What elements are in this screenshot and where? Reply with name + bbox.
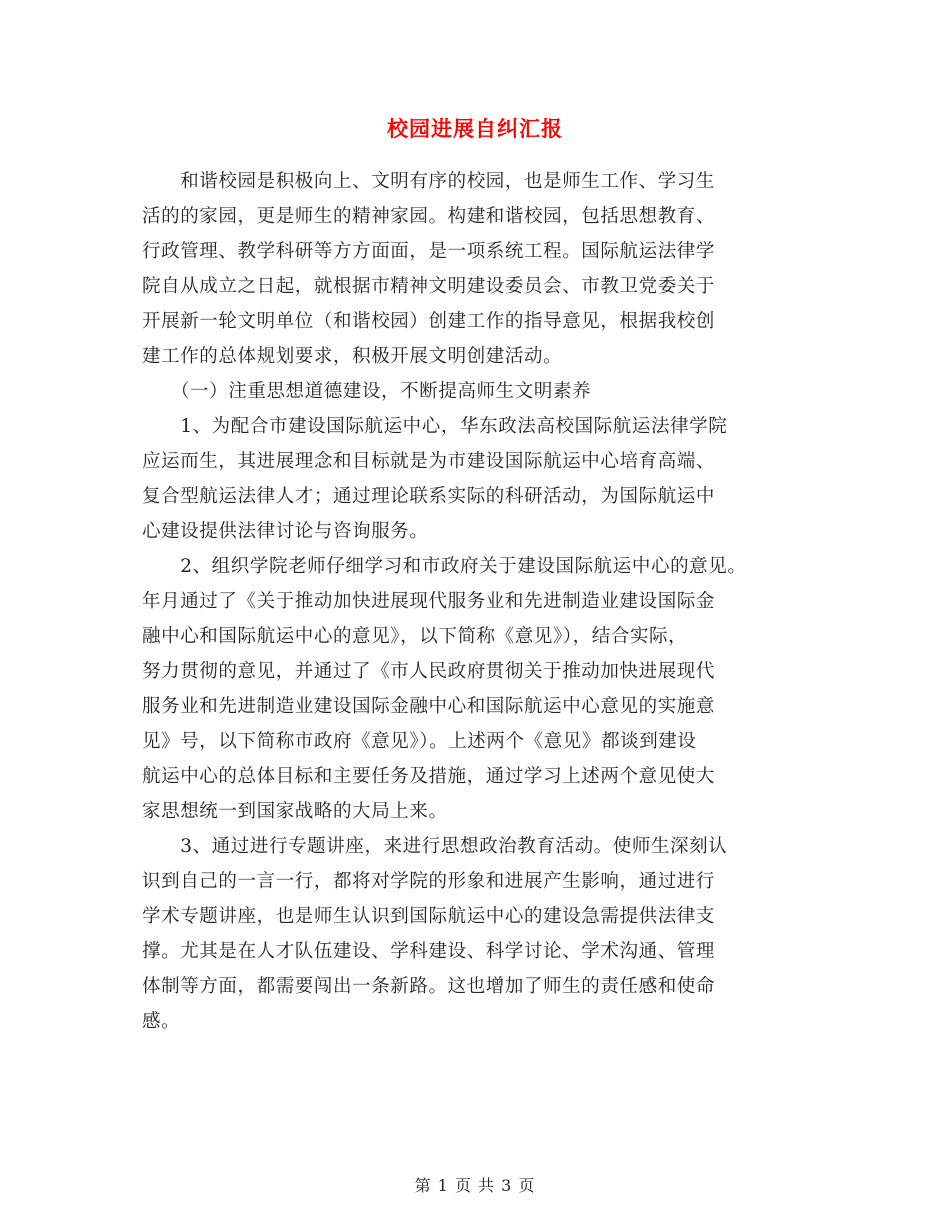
- body-text-line: 服务业和先进制造业建设国际金融中心和国际航运中心意见的实施意: [142, 696, 716, 717]
- body-text-line: 开展新一轮文明单位（和谐校园）创建工作的指导意见，根据我校创: [142, 311, 716, 332]
- body-text-line: 撑。尤其是在人才队伍建设、学科建设、科学讨论、学术沟通、管理: [142, 941, 716, 962]
- body-text-line: 识到自己的一言一行，都将对学院的形象和进展产生影响，通过进行: [142, 871, 716, 892]
- body-text-line: 建工作的总体规划要求，积极开展文明创建活动。: [142, 346, 563, 367]
- page-footer: 第 1 页 共 3 页: [414, 1176, 536, 1195]
- body-text-line: 复合型航运法律人才；通过理论联系实际的科研活动，为国际航运中: [142, 486, 716, 507]
- document-title: 校园进展自纠汇报: [387, 117, 563, 141]
- body-text-line: 学术专题讲座，也是师生认识到国际航运中心的建设急需提供法律支: [142, 906, 716, 927]
- body-text-line: 见》号，以下简称市政府《意见》）。上述两个《意见》都谈到建设: [142, 731, 697, 752]
- body-text-line: 行政管理、教学科研等方方面面，是一项系统工程。国际航运法律学: [142, 241, 716, 262]
- body-text-line: 心建设提供法律讨论与咨询服务。: [142, 521, 429, 542]
- body-text-line: 活的的家园，更是师生的精神家园。构建和谐校园，包括思想教育、: [142, 206, 716, 227]
- document-body: [142, 164, 812, 1039]
- body-text-line: 年月通过了《关于推动加快进展现代服务业和先进制造业建设国际金: [142, 591, 716, 612]
- body-text-line: 和谐校园是积极向上、文明有序的校园，也是师生工作、学习生: [142, 171, 716, 192]
- body-text-line: 院自从成立之日起，就根据市精神文明建设委员会、市教卫党委关于: [142, 276, 716, 297]
- body-text-line: （一）注重思想道德建设，不断提高师生文明素养: [142, 381, 592, 402]
- body-text-line: 航运中心的总体目标和主要任务及措施，通过学习上述两个意见使大: [142, 766, 716, 787]
- body-text-line: 3、通过进行专题讲座，来进行思想政治教育活动。使师生深刻认: [142, 836, 728, 857]
- body-text-line: 努力贯彻的意见，并通过了《市人民政府贯彻关于推动加快进展现代: [142, 661, 716, 682]
- body-text-line: 2、组织学院老师仔细学习和市政府关于建设国际航运中心的意见。: [142, 556, 747, 577]
- body-text-line: 体制等方面，都需要闯出一条新路。这也增加了师生的责任感和使命: [142, 976, 716, 997]
- body-text-line: 感。: [142, 1011, 181, 1032]
- body-text-line: 1、为配合市建设国际航运中心，华东政法高校国际航运法律学院: [142, 416, 728, 437]
- body-text-line: 融中心和国际航运中心的意见》，以下简称《意见》），结合实际，: [142, 626, 688, 647]
- body-text-line: 家思想统一到国家战略的大局上来。: [142, 801, 448, 822]
- body-text-line: 应运而生，其进展理念和目标就是为市建设国际航运中心培育高端、: [142, 451, 716, 472]
